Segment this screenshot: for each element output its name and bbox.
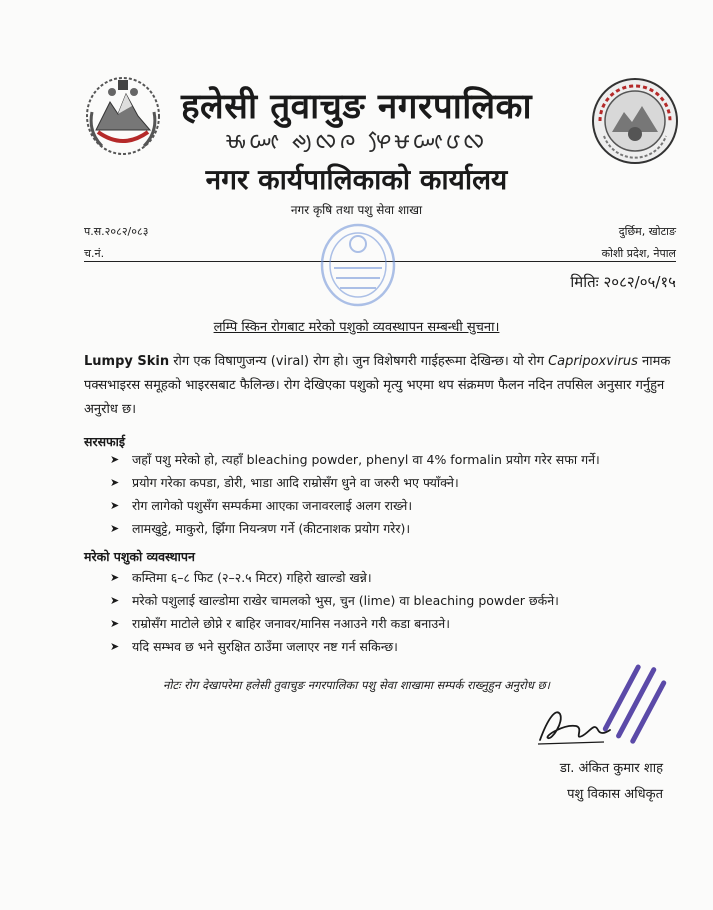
arrow-bullet-icon: ➤	[110, 571, 120, 584]
issue-date: मितिः २०८२/०५/१५	[570, 273, 676, 291]
cleaning-list	[110, 448, 600, 540]
office-stamp-icon	[318, 222, 398, 308]
office-name: नगर कार्यपालिकाको कार्यालय	[205, 163, 508, 196]
intro-text-1: रोग एक विषाणुजन्य (viral) रोग हो। जुन विशेषगरी गाईहरूमा देखिन्छ। यो रोग	[169, 354, 549, 369]
arrow-bullet-icon: ➤	[110, 594, 120, 607]
dispatch-number: च.नं.	[84, 247, 105, 260]
notice-subject: लम्पि स्किन रोगबाट मरेको पशुको व्यवस्थापन सम्बन्धी सुचना।	[213, 320, 500, 335]
signature-icon	[534, 700, 614, 750]
intro-text-2: नामक पक्सभाइरस समूहको भाइरसबाट फैलिन्छ। रोग देखिएका पशुको मृत्यु भएमा थप संक्रमण फैलन नदिन तपसिल अनुसार गर्नुहुन अनुरोध छ।	[84, 354, 671, 417]
arrow-bullet-icon: ➤	[110, 476, 120, 489]
section-heading-cleaning: सरसफाई	[84, 434, 126, 449]
list-item: ➤ कम्तिमा ६–८ फिट (२–२.५ मिटर) गहिरो खाल्डो खन्ने।	[110, 566, 559, 589]
intro-paragraph	[84, 350, 679, 422]
municipality-name: हलेसी तुवाचुङ नगरपालिका	[180, 87, 533, 127]
arrow-bullet-icon: ➤	[110, 617, 120, 630]
list-item: ➤ यदि सम्भव छ भने सुरक्षित ठाउँमा जलाएर नष्ट गर्न सकिन्छ।	[110, 635, 559, 658]
signatory-designation: पशु विकास अधिकृत	[567, 787, 663, 802]
list-item: ➤ जहाँ पशु मरेको हो, त्यहाँ bleaching powder, phenyl वा 4% formalin प्रयोग गरेर सफा गर्ने।	[110, 448, 600, 471]
list-item: ➤ प्रयोग गरेका कपडा, डोरी, भाडा आदि राम्रोसँग धुने वा जरुरी भए फ्याँक्ने।	[110, 471, 600, 494]
footer-note: नोटः रोग देखापरेमा हलेसी तुवाचुङ नगरपालिका पशु सेवा शाखामा सम्पर्क राख्नुहुन अनुरोध छ।	[163, 678, 550, 692]
municipality-name-script: ᰝᰤᰠᰦ ᰊᰪᰜᰍ ᰋᰧᰝᰠᰦᰂᰜ	[225, 129, 488, 154]
signatory-name: डा. अंकित कुमार शाह	[559, 761, 663, 776]
list-item: ➤ राम्रोसँग माटोले छोप्ने र बाहिर जनावर/मानिस नआउने गरी कडा बनाउने।	[110, 612, 559, 635]
list-item: ➤ रोग लागेको पशुसँग सम्पर्कमा आएका जनावरलाई अलग राख्ने।	[110, 494, 600, 517]
arrow-bullet-icon: ➤	[110, 453, 120, 466]
section-heading-disposal: मरेको पशुको व्यवस्थापन	[84, 549, 195, 564]
arrow-bullet-icon: ➤	[110, 499, 120, 512]
address-line-2: कोशी प्रदेश, नेपाल	[601, 247, 676, 260]
list-item: ➤ लामखुट्टे, माकुरो, झिँगा नियन्त्रण गर्ने (कीटनाशक प्रयोग गरेर)।	[110, 517, 600, 540]
arrow-bullet-icon: ➤	[110, 522, 120, 535]
disposal-list	[110, 566, 559, 658]
arrow-bullet-icon: ➤	[110, 640, 120, 653]
disease-name: Lumpy Skin	[84, 354, 170, 369]
virus-name: Capripoxvirus	[548, 354, 638, 369]
branch-name: नगर कृषि तथा पशु सेवा शाखा	[290, 203, 423, 217]
letter-number: प.स.२०८२/०८३	[84, 225, 149, 238]
list-item: ➤ मरेको पशुलाई खाल्डोमा राखेर चामलको भुस, चुन (lime) वा bleaching powder छर्कने।	[110, 589, 559, 612]
address-line-1: दुर्छिम, खोटाङ	[618, 225, 676, 238]
